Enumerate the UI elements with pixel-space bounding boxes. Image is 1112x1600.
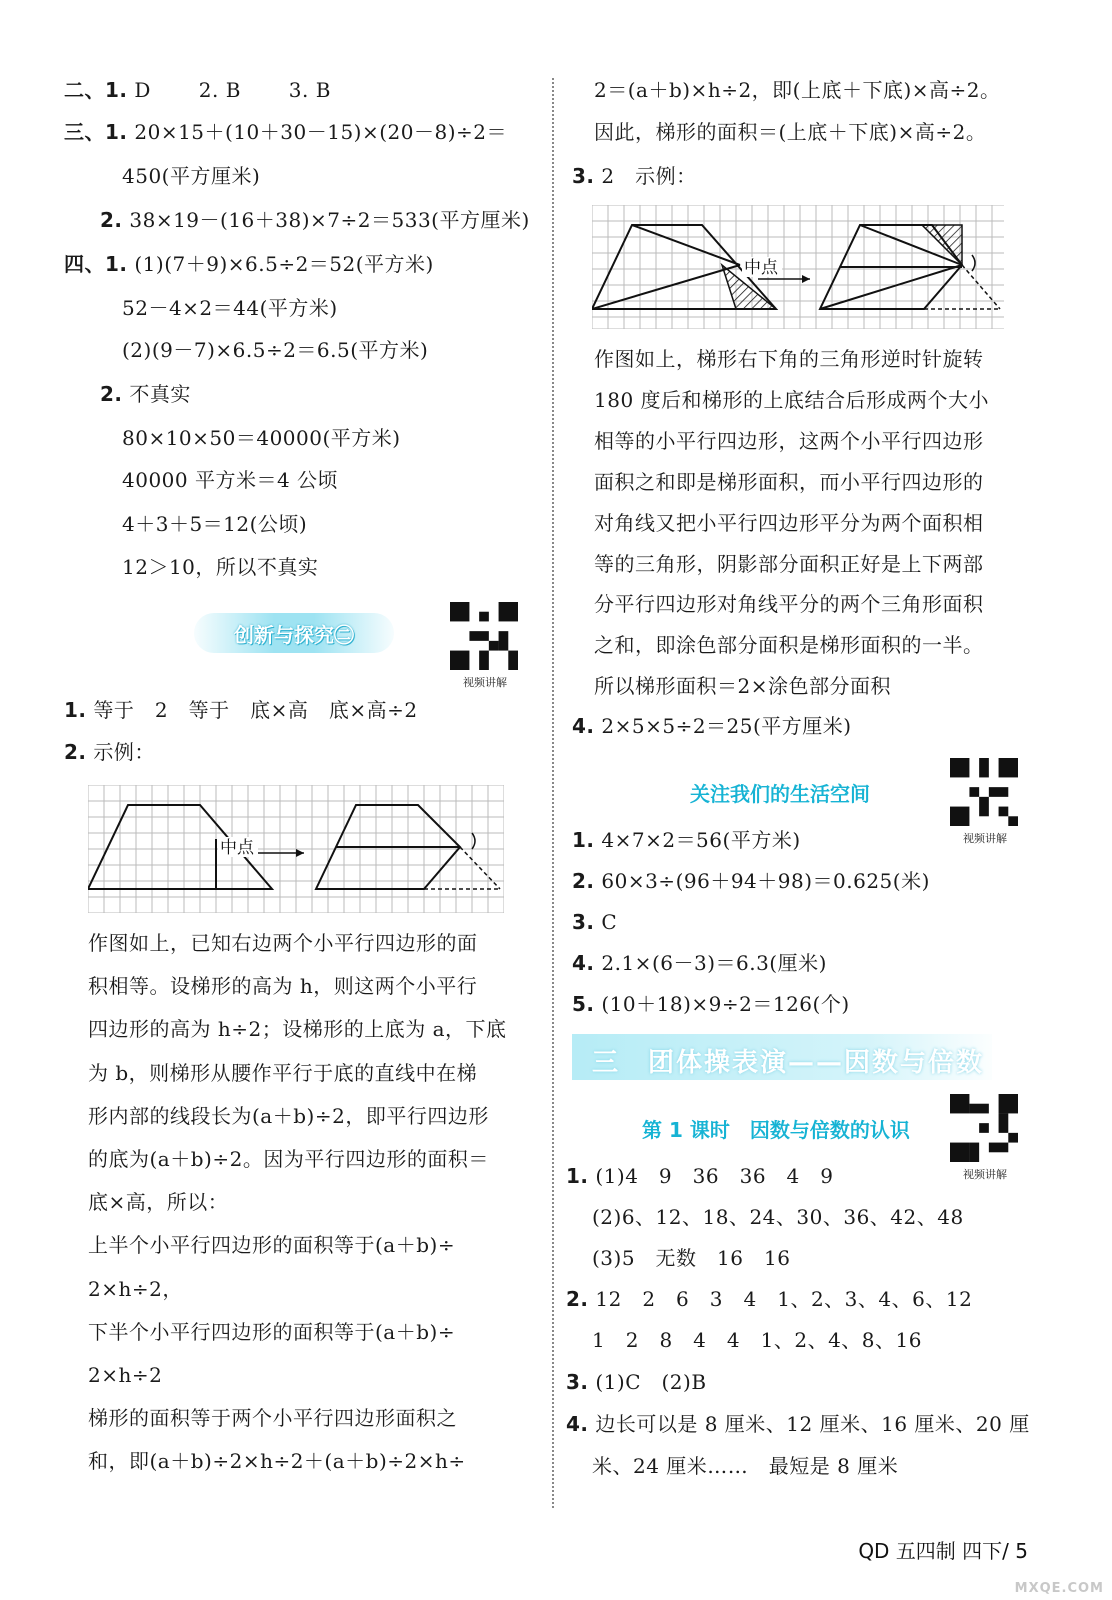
answer-line: [572, 908, 617, 936]
answer-line: [592, 1452, 898, 1480]
answer-line: [592, 1326, 922, 1354]
item-text: 52－4×2＝44(平方米): [122, 296, 338, 320]
item-text: (3)5 无数 16 16: [592, 1246, 791, 1270]
item-text: (1)(7＋9)×6.5÷2＝52(平方米): [127, 252, 434, 276]
item-text: (1)4 9 36 36 4 9: [588, 1164, 834, 1188]
lesson-title: 第 1 课时 因数与倍数的认识: [642, 1118, 910, 1142]
item-number: 2.: [100, 382, 123, 406]
item-number: 3.: [566, 1370, 589, 1394]
answer-line: 底×高，所以：: [88, 1190, 229, 1215]
trapezoid-figure-left: [88, 785, 504, 913]
answer-line: 作图如上，已知右边两个小平行四边形的面: [88, 931, 478, 955]
answer-line: 1. 等于 2 等于 底×高 底×高÷2: [64, 698, 418, 722]
item-text: 20×15＋(10＋30－15)×(20－8)÷2＝: [127, 120, 508, 144]
item-number: 4.: [572, 951, 595, 975]
answer-line: 对角线又把小平行四边形平分为两个面积相: [594, 510, 984, 535]
answer-line: 2×h÷2，: [88, 1276, 183, 1301]
item-number: 三、1.: [64, 120, 128, 144]
text-line: 2＝(a＋b)×h÷2，即(上底＋下底)×高÷2。: [594, 78, 1001, 102]
answer-line: [122, 553, 318, 581]
midpoint-label: 中点: [744, 258, 778, 278]
qr-icon: [950, 758, 1018, 826]
qr-caption: 视频讲解: [463, 676, 507, 689]
answer-line: 180 度后和梯形的上底结合后形成两个大小: [594, 387, 990, 412]
item-text: 12 2 6 3 4 1、2、3、4、6、12: [588, 1287, 973, 1311]
trapezoid-figure-right: [592, 205, 1004, 329]
answer-line: 3. 2 示例：: [572, 164, 697, 188]
qr-caption: 视频讲解: [963, 832, 1007, 845]
item-text: (10＋18)×9÷2＝126(个): [594, 992, 850, 1016]
item-number: 1.: [566, 1164, 589, 1188]
answer-line: [100, 380, 191, 408]
page-footer: QD 五四制 四下/ 5: [858, 1539, 1028, 1563]
item-text: 4×7×2＝56(平方米): [594, 828, 801, 852]
item-number: 3.: [572, 910, 595, 934]
answer-line: [572, 990, 850, 1018]
answer-line: [122, 424, 401, 452]
answer-line: 和，即(a＋b)÷2×h÷2＋(a＋b)÷2×h÷: [88, 1449, 466, 1474]
item-text: 不真实: [122, 382, 191, 406]
answer-line: 下半个小平行四边形的面积等于(a＋b)÷: [88, 1319, 456, 1344]
item-text: (2)6、12、18、24、30、36、42、48: [592, 1205, 964, 1229]
item-text: 40000 平方米＝4 公顷: [122, 468, 339, 492]
midpoint-label: 中点: [220, 838, 254, 858]
item-text: 80×10×50＝40000(平方米): [122, 426, 401, 450]
answer-line: 分平行四边形对角线平分的两个三角形面积: [594, 592, 984, 617]
qr-icon: [450, 602, 518, 670]
answer-line: 2. 示例：: [64, 740, 155, 764]
item-number: 5.: [572, 992, 595, 1016]
answer-line: [566, 1368, 707, 1396]
answer-line: [572, 826, 801, 854]
qr-code-video-2[interactable]: [950, 758, 1020, 846]
answer-line: 4. 2×5×5÷2＝25(平方厘米): [572, 714, 852, 738]
answer-line: [566, 1162, 834, 1190]
qr-code-video-1[interactable]: [450, 602, 520, 690]
answer-line: 之和，即涂色部分面积是梯形面积的一半。: [594, 633, 984, 658]
item-text: 2.1×(6－3)＝6.3(厘米): [594, 951, 827, 975]
item-text: D 2. B 3. B: [127, 78, 331, 102]
answer-line: 为 b，则梯形从腰作平行于底的直线中在梯: [88, 1060, 478, 1085]
item-text: (1)C (2)B: [588, 1370, 707, 1394]
unit-banner: [572, 1034, 992, 1080]
item-text: 边长可以是 8 厘米、12 厘米、16 厘米、20 厘: [588, 1412, 1030, 1436]
answer-line: [572, 949, 827, 977]
watermark: MXQE.COM: [1014, 1581, 1104, 1596]
answer-line: 积相等。设梯形的高为 h，则这两个小平行: [88, 974, 478, 999]
answer-line: [64, 250, 434, 278]
item-text: 450(平方厘米): [122, 164, 261, 188]
answer-line: [592, 1203, 964, 1231]
item-number: 二、1.: [64, 78, 128, 102]
answer-line: 四边形的高为 h÷2；设梯形的上底为 a，下底: [88, 1017, 507, 1042]
answer-line: 所以梯形面积＝2×涂色部分面积: [594, 674, 891, 699]
column-divider: [552, 78, 554, 1508]
answer-line: [566, 1285, 972, 1313]
item-text: 4＋3＋5＝12(公顷): [122, 512, 308, 536]
item-number: 四、1.: [64, 252, 128, 276]
item-number: 2.: [566, 1287, 589, 1311]
answer-line: 形内部的线段长为(a＋b)÷2，即平行四边形: [88, 1103, 489, 1128]
answer-line: [122, 510, 307, 538]
item-text: 12＞10，所以不真实: [122, 555, 319, 579]
item-text: (2)(9－7)×6.5÷2＝6.5(平方米): [122, 338, 429, 362]
qr-code-video-3[interactable]: [950, 1094, 1020, 1182]
answer-line: 的底为(a＋b)÷2。因为平行四边形的面积＝: [88, 1147, 489, 1171]
item-text: 米、24 厘米…… 最短是 8 厘米: [592, 1454, 899, 1478]
text-line: 因此，梯形的面积＝(上底＋下底)×高÷2。: [594, 120, 987, 144]
answer-line: [566, 1410, 1030, 1438]
item-number: 2.: [100, 208, 123, 232]
answer-line: [122, 466, 338, 494]
item-text: 1 2 8 4 4 1、2、4、8、16: [592, 1328, 922, 1352]
answer-line: 梯形的面积等于两个小平行四边形面积之: [88, 1406, 457, 1431]
answer-line: 等的三角形，阴影部分面积正好是上下两部: [594, 551, 984, 576]
item-number: 4.: [566, 1412, 589, 1436]
answer-line: [592, 1244, 790, 1272]
qr-caption: 视频讲解: [963, 1168, 1007, 1181]
answer-line: [122, 294, 338, 322]
answer-line: [122, 162, 260, 190]
unit-title: 三 团体操表演——因数与倍数: [592, 1048, 985, 1078]
answer-line: [572, 867, 930, 895]
item-text: 38×19－(16＋38)×7÷2＝533(平方厘米): [122, 208, 530, 232]
qr-icon: [950, 1094, 1018, 1162]
answer-line: 上半个小平行四边形的面积等于(a＋b)÷: [88, 1233, 456, 1258]
answer-line: [122, 336, 428, 364]
answer-line: [100, 206, 530, 234]
answer-line: [64, 118, 507, 146]
answer-line: 面积之和即是梯形面积，而小平行四边形的: [594, 469, 984, 494]
section-banner-innovation: [194, 613, 394, 653]
answer-line: 作图如上，梯形右下角的三角形逆时针旋转: [594, 347, 984, 371]
section-title-innovation: 创新与探究㊁: [234, 623, 354, 647]
item-text: C: [594, 910, 618, 934]
answer-line: 相等的小平行四边形，这两个小平行四边形: [594, 428, 984, 453]
answer-line: 2×h÷2: [88, 1363, 163, 1387]
answer-line: [64, 76, 331, 104]
item-number: 1.: [572, 828, 595, 852]
section-title-life-space: 关注我们的生活空间: [690, 782, 870, 806]
item-number: 2.: [572, 869, 595, 893]
item-text: 60×3÷(96＋94＋98)＝0.625(米): [594, 869, 930, 893]
